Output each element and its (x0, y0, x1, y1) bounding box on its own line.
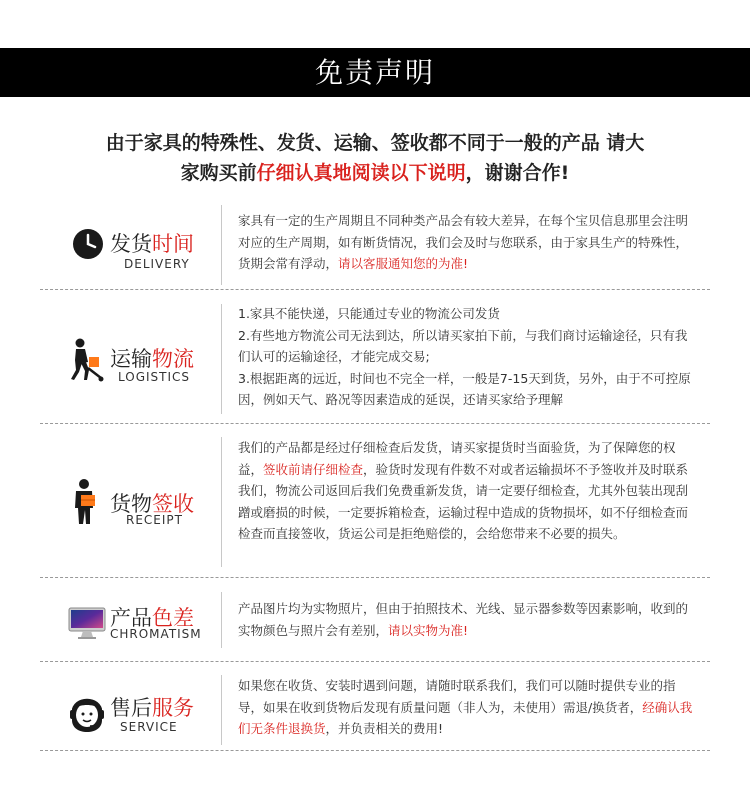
divider (40, 289, 710, 290)
delivery-title: 发货时间 (110, 232, 194, 256)
delivery-text: 家具有一定的生产周期且不同种类产品会有较大差异，在每个宝贝信息那里会注明对应的生产周期，如有断货情况，我们会及时与您联系，由于家具生产的特殊性，货期会常有浮动，请以客服通知您的为准! (238, 213, 689, 271)
logistics-line-1: 1.家具不能快递，只能通过专业的物流公司发货 (238, 306, 500, 321)
service-text: 如果您在收货、安装时遇到问题，请随时联系我们，我们可以随时提供专业的指导，如果在收到货物后发现有质量问题（非人为，未使用）需退/换货者，经确认我们无条件退换货，并负责相关的费用! (238, 678, 693, 736)
receipt-title: 货物签收 (110, 492, 194, 516)
intro-line-2: 家购买前仔细认真地阅读以下说明，谢谢合作! (180, 162, 570, 184)
logistics-separator (221, 304, 222, 414)
page-title: 免责声明 (314, 56, 435, 89)
chromatism-text: 产品图片均为实物照片，但由于拍照技术、光线、显示器参数等因素影响，收到的实物颜色与照片会有差别，请以实物为准! (238, 601, 689, 638)
delivery-separator (221, 205, 222, 285)
logistics-line-2: 2.有些地方物流公司无法到达，所以请买家拍下前，与我们商讨运输途径，只有我们认可的运输途径，才能完成交易; (238, 327, 688, 364)
chromatism-separator (221, 592, 222, 648)
divider (40, 661, 710, 662)
delivery-title-en: DELIVERY (124, 257, 190, 271)
receipt-text: 我们的产品都是经过仔细检查后发货，请买家提货时当面验货，为了保障您的权益，签收前请仔细检查，验货时发现有件数不对或者运输损坏不予签收并及时联系我们，物流公司返回后我们免费重新发货，请一定要仔细检查，尤其外包装出现刮蹭或磨损的时候，一定要拆箱检查，运输过程中造成的货物损坏，如不仔细检查而检查而直接签收，货运公司是拒绝赔偿的，会给您带来不必要的损失。 (238, 440, 689, 541)
clock-icon (72, 228, 104, 260)
chromatism-title: 产品色差 (110, 606, 194, 630)
delivery-person-icon (68, 338, 104, 382)
logistics-title: 运输物流 (110, 347, 194, 371)
intro-line-1: 由于家具的特殊性、发货、运输、签收都不同于一般的产品 请大 (105, 132, 645, 154)
service-title-en: SERVICE (120, 720, 178, 734)
intro-text (60, 128, 690, 188)
divider (40, 423, 710, 424)
logistics-line-3: 3.根据距离的远近，时间也不完全一样，一般是7-15天到货，另外，由于不可控原因，例如天气、路况等因素造成的延误，还请买家给予理解 (238, 370, 691, 407)
package-person-icon (70, 478, 102, 526)
divider (40, 750, 710, 751)
headset-agent-icon (68, 690, 106, 734)
intro-highlight: 仔细认真地阅读以下说明 (256, 162, 466, 184)
monitor-icon (68, 607, 106, 639)
divider (40, 577, 710, 578)
logistics-text (238, 303, 698, 411)
logistics-title-en: LOGISTICS (118, 370, 191, 384)
service-separator (221, 675, 222, 745)
receipt-separator (221, 437, 222, 567)
chromatism-title-en: CHROMATISM (110, 627, 202, 641)
service-title: 售后服务 (110, 696, 194, 720)
receipt-title-en: RECEIPT (126, 513, 183, 527)
